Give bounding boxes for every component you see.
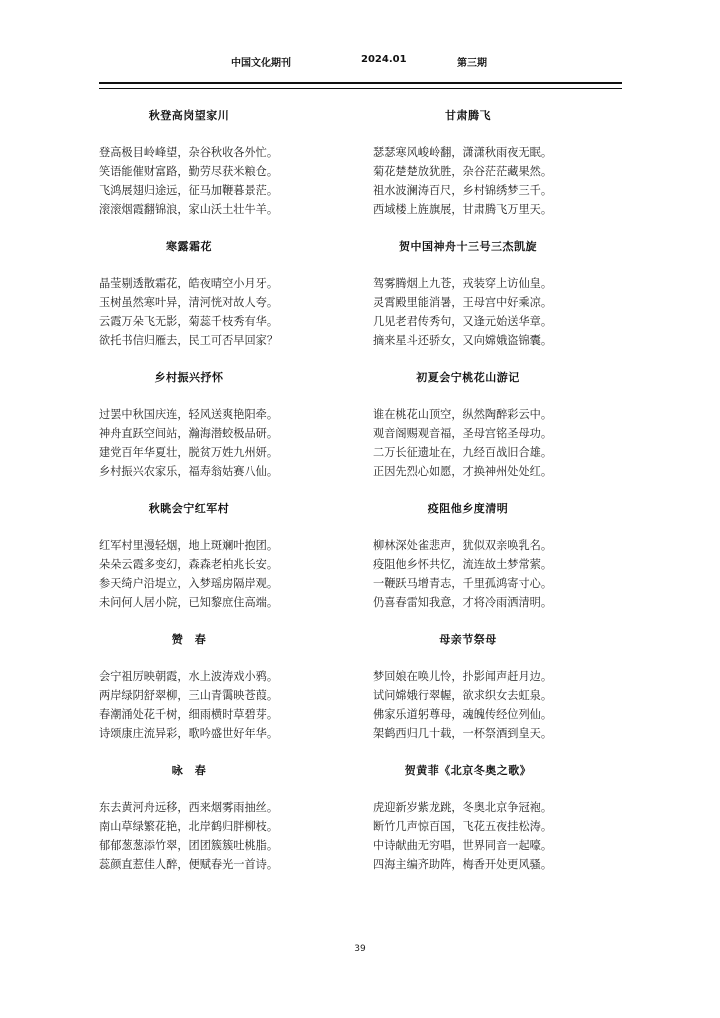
poem-line: 断竹几声惊百国，飞花五夜挂松涛。 <box>373 820 553 833</box>
poem-line: 正因先烈心如愿，才换神州处处红。 <box>373 465 553 478</box>
poem-title: 疫阻他乡度清明 <box>427 502 509 515</box>
page-number: 39 <box>354 944 366 954</box>
poem-line: 摘来星斗还骄女，又向嫦娥盗锦囊。 <box>373 334 553 347</box>
poem-title: 初夏会宁桃花山游记 <box>416 371 520 384</box>
right-column <box>373 105 573 891</box>
poem-block <box>373 498 573 629</box>
poem-title: 咏 春 <box>171 764 207 777</box>
poem-lines <box>373 143 573 219</box>
poem-lines <box>99 798 299 874</box>
poem-line: 春潮涌处花千树，细雨横时草碧芽。 <box>99 708 279 721</box>
poem-line: 晶莹剔透散霜花，皓夜晴空小月牙。 <box>99 277 279 290</box>
poem-lines <box>373 536 573 612</box>
header-rule-thick <box>99 82 622 84</box>
poem-line: 蕊颜直惹佳人醉，便赋春光一首诗。 <box>99 858 279 871</box>
poem-lines <box>373 798 573 874</box>
poem-line: 红军村里漫轻烟，地上斑斓叶抱团。 <box>99 539 279 552</box>
poem-line: 仍喜春雷知我意，才将冷雨洒清明。 <box>373 596 553 609</box>
poem-title: 寒露霜花 <box>166 240 212 253</box>
poem-line: 试问嫦娥行翠幄，欲求织女去虹泉。 <box>373 689 553 702</box>
poem-line: 云霞万朵飞无影，菊蕊千枝秀有华。 <box>99 315 279 328</box>
poem-line: 架鹤西归几十载，一杯祭酒到皇天。 <box>373 727 553 740</box>
poem-lines <box>373 274 573 350</box>
poem-line: 西域楼上旌旗展，甘肃腾飞万里天。 <box>373 203 553 216</box>
poem-block <box>99 105 299 236</box>
poem-line: 两岸绿阴舒翠柳，三山青霭映苍葭。 <box>99 689 279 702</box>
poem-block <box>99 760 299 891</box>
poem-line: 飞鸿展翅归途远，征马加鞭暮景茫。 <box>99 184 279 197</box>
poem-line: 二万长征遗址在，九经百战旧合雄。 <box>373 446 553 459</box>
page-header <box>0 52 720 70</box>
poem-block <box>99 498 299 629</box>
poem-block <box>373 629 573 760</box>
poem-line: 灵霄殿里能消暑，王母宫中好乘凉。 <box>373 296 553 309</box>
poem-line: 驾雾腾烟上九苍，戎装穿上访仙皇。 <box>373 277 553 290</box>
poem-line: 玉树虽然寒叶异，清河恍对故人夸。 <box>99 296 279 309</box>
poem-line: 滚滚烟霞翻锦浪，家山沃土壮牛羊。 <box>99 203 279 216</box>
poem-block <box>99 629 299 760</box>
poem-line: 虎迎新岁紫龙跳，冬奥北京争冠袍。 <box>373 801 553 814</box>
poem-lines <box>373 667 573 743</box>
poem-line: 未问何人居小院，已知黎庶住高端。 <box>99 596 279 609</box>
poem-line: 梦回娘在唤儿怜，扑影闻声赶月边。 <box>373 670 553 683</box>
poem-block <box>373 236 573 367</box>
poem-title: 赞 春 <box>171 633 207 646</box>
poem-block <box>373 367 573 498</box>
poem-line: 祖水波澜涛百尺，乡村锦绣梦三千。 <box>373 184 553 197</box>
poem-line: 南山草绿繁花艳，北岸鹤归胖柳枝。 <box>99 820 279 833</box>
poem-line: 几见老君传秀句，又逢元始送华章。 <box>373 315 553 328</box>
poem-line: 乡村振兴农家乐，福寿翁姑赛八仙。 <box>99 465 279 478</box>
poem-title: 贺中国神舟十三号三杰凯旋 <box>399 240 537 253</box>
poem-block <box>99 236 299 367</box>
poem-line: 神舟直跃空间站，瀚海潜蛟极品研。 <box>99 427 279 440</box>
poem-title: 母亲节祭母 <box>439 633 497 646</box>
poem-line: 过罢中秋国庆连，轻风送爽艳阳牵。 <box>99 408 279 421</box>
poem-line: 笑语能催财富路，勤劳尽获米粮仓。 <box>99 165 279 178</box>
poem-line: 郁郁葱葱添竹翠，团团簇簇吐桃脂。 <box>99 839 279 852</box>
poem-line: 柳林深处雀悲声，犹似双亲唤乳名。 <box>373 539 553 552</box>
left-column <box>99 105 299 891</box>
poem-line: 疫阻他乡怀共忆，流连故土梦常萦。 <box>373 558 553 571</box>
poem-line: 一鞭跃马增青志，千里孤鸿寄寸心。 <box>373 577 553 590</box>
poem-lines <box>99 405 299 481</box>
poem-lines <box>99 536 299 612</box>
poem-line: 谁在桃花山顶空，纵然陶醉彩云中。 <box>373 408 553 421</box>
poem-line: 会宁祖厉映朝霞，水上波涛戏小鸦。 <box>99 670 279 683</box>
poem-line: 欲托书信归雁去，民工可否早回家？ <box>99 334 279 347</box>
poem-line: 登高极目岭峰望，杂谷秋收各外忙。 <box>99 146 279 159</box>
poem-title: 秋登高岗望家川 <box>148 109 230 122</box>
poem-title: 秋眺会宁红军村 <box>148 502 230 515</box>
issue-number: 第三期 <box>457 58 487 69</box>
poem-line: 佛家乐道躬尊母，魂魄传经位列仙。 <box>373 708 553 721</box>
poem-lines <box>99 274 299 350</box>
poem-block <box>99 367 299 498</box>
poem-block <box>373 105 573 236</box>
header-rule-thin <box>99 88 622 89</box>
poem-line: 诗颂康庄流异彩，歌吟盛世好年华。 <box>99 727 279 740</box>
poem-line: 参天绮户沿堤立，入梦瑶房隔岸观。 <box>99 577 279 590</box>
poem-line: 中诗献曲无穷唱，世界同音一起嚎。 <box>373 839 553 852</box>
poem-line: 四海主编齐助阵，梅香开处更风骚。 <box>373 858 553 871</box>
poem-title: 乡村振兴抒怀 <box>154 371 224 384</box>
poem-line: 建党百年华夏壮，脱贫万姓九州妍。 <box>99 446 279 459</box>
poem-line: 观音阁赐观音福，圣母宫铭圣母功。 <box>373 427 553 440</box>
poem-line: 菊花楚楚放犹胜，杂谷茫茫藏果然。 <box>373 165 553 178</box>
poem-line: 瑟瑟寒风峻岭翻，潇潇秋雨夜无眠。 <box>373 146 553 159</box>
poem-line: 朵朵云霞多变幻，森森老柏兆长安。 <box>99 558 279 571</box>
poem-title: 贺黄菲《北京冬奥之歌》 <box>404 764 532 777</box>
poem-block <box>373 760 573 891</box>
poem-lines <box>99 143 299 219</box>
poem-lines <box>99 667 299 743</box>
poem-line: 东去黄河舟远移，西来烟雾雨抽丝。 <box>99 801 279 814</box>
poem-title: 甘肃腾飞 <box>445 109 491 122</box>
issue-date: 2024.01 <box>361 54 407 65</box>
poem-lines <box>373 405 573 481</box>
journal-title: 中国文化期刊 <box>231 58 291 69</box>
